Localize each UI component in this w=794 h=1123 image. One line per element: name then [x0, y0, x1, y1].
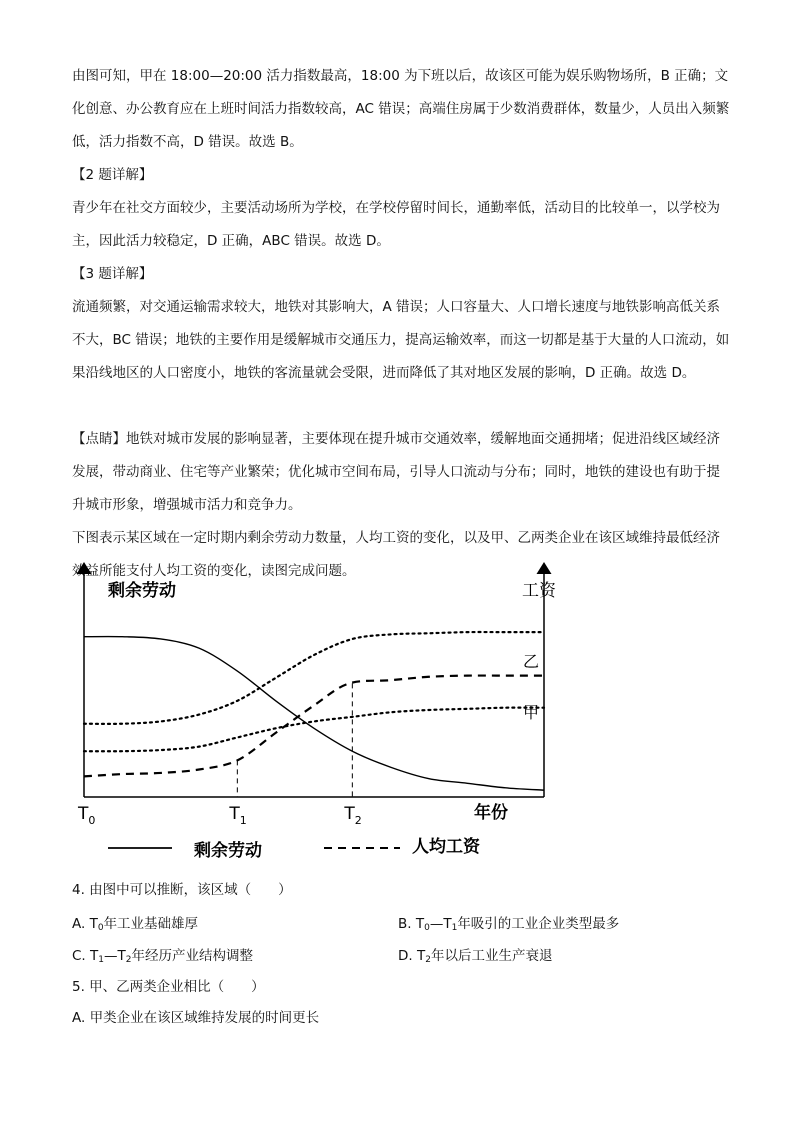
q4-option-b-sub: 0: [424, 923, 430, 933]
q4-option-a-sub: 0: [97, 923, 104, 933]
series-label-yi: 乙: [523, 652, 540, 671]
q4-option-b-text: 年吸引的工业企业类型最多: [457, 916, 620, 932]
q4-option-a-text: 年工业基础雄厚: [103, 916, 199, 932]
q4-option-c[interactable]: [72, 944, 253, 964]
labor-wage-chart: [74, 560, 574, 865]
q4-option-b-mid: —T: [429, 916, 452, 932]
q4-option-b[interactable]: [398, 912, 619, 932]
x-tick-label-1: $T_1$: [229, 804, 247, 827]
q4-option-a-prefix: A. T: [72, 916, 98, 932]
left-axis-label: 剩余劳动: [108, 581, 176, 601]
q4-option-b-sub2: 1: [451, 923, 458, 933]
q5-option-a[interactable]: A. 甲类企业在该区域维持发展的时间更长: [72, 1010, 320, 1026]
q4-option-d-prefix: D. T: [398, 948, 426, 964]
series-line-0: [84, 637, 544, 791]
series-line-2: [84, 632, 544, 724]
legend-dashed-label: 人均工资: [412, 837, 480, 857]
question-4-stem: 4. 由图中可以推断，该区域（ ）: [72, 882, 292, 898]
q4-option-c-sub2: 2: [125, 955, 132, 965]
q4-option-d-sub: 2: [425, 955, 431, 965]
section-heading-q3: 【3 题详解】: [72, 266, 153, 282]
series-label-jia: 甲: [523, 703, 540, 722]
answer-explanation-2: 青少年在社交方面较少，主要活动场所为学校，在学校停留时间长，通勤率低，活动目的比较单一，以学校为主，因此活力较稳定，D 正确，ABC 错误。故选 D。: [72, 200, 720, 249]
question-5-stem: 5. 甲、乙两类企业相比（ ）: [72, 979, 265, 995]
answer-explanation-3: 流通频繁，对交通运输需求较大，地铁对其影响大，A 错误；人口容量大、人口增长速度与地铁影响高低关系不大，BC 错误；地铁的主要作用是缓解城市交通压力，提高运输效率，而这一切都是基于大量的人口流动，如果沿线地区的人口密度小，地铁的客流量就会受限，进而降低了其对地区发展的影响，D 正确。故选 D。: [72, 299, 730, 381]
question-intro: 下图表示某区域在一定时期内剩余劳动力数量，人均工资的变化，以及甲、乙两类企业在该区域维持最低经济效益所能支付人均工资的变化，读图完成问题。: [72, 530, 720, 579]
q4-option-c-mid: —T: [104, 948, 126, 964]
legend-solid-label: 剩余劳动: [194, 841, 262, 861]
x-axis-label: 年份: [474, 803, 508, 823]
q4-option-c-sub: 1: [98, 955, 104, 965]
x-tick-label-2: $T_2$: [344, 804, 362, 827]
q4-option-c-text: 年经历产业结构调整: [131, 948, 253, 964]
q4-option-b-prefix: B. T: [398, 916, 425, 932]
q4-option-a[interactable]: [72, 912, 198, 932]
q4-option-d-text: 年以后工业生产衰退: [430, 948, 553, 964]
q4-option-c-prefix: C. T: [72, 948, 99, 964]
section-heading-q2: 【2 题详解】: [72, 167, 153, 183]
series-line-3: [84, 708, 544, 752]
series-line-1: [84, 676, 544, 777]
x-tick-label-0: $T_0$: [78, 804, 96, 827]
key-point-note: 【点睛】地铁对城市发展的影响显著，主要体现在提升城市交通效率，缓解地面交通拥堵；促进沿线区域经济发展，带动商业、住宅等产业繁荣；优化城市空间布局，引导人口流动与分布；同时，地铁的建设也有助于提升城市形象，增强城市活力和竞争力。: [72, 431, 720, 513]
q4-option-d[interactable]: [398, 944, 552, 964]
right-axis-label: 工资: [522, 581, 556, 601]
answer-explanation-1: 由图可知，甲在 18:00—20:00 活力指数最高，18:00 为下班以后，故该区可能为娱乐购物场所，B 正确；文化创意、办公教育应在上班时间活力指数较高，AC 错误；高端住房属于少数消费群体，数量少，人员出入频繁低，活力指数不高，D 错误。故选 B。: [72, 68, 730, 150]
